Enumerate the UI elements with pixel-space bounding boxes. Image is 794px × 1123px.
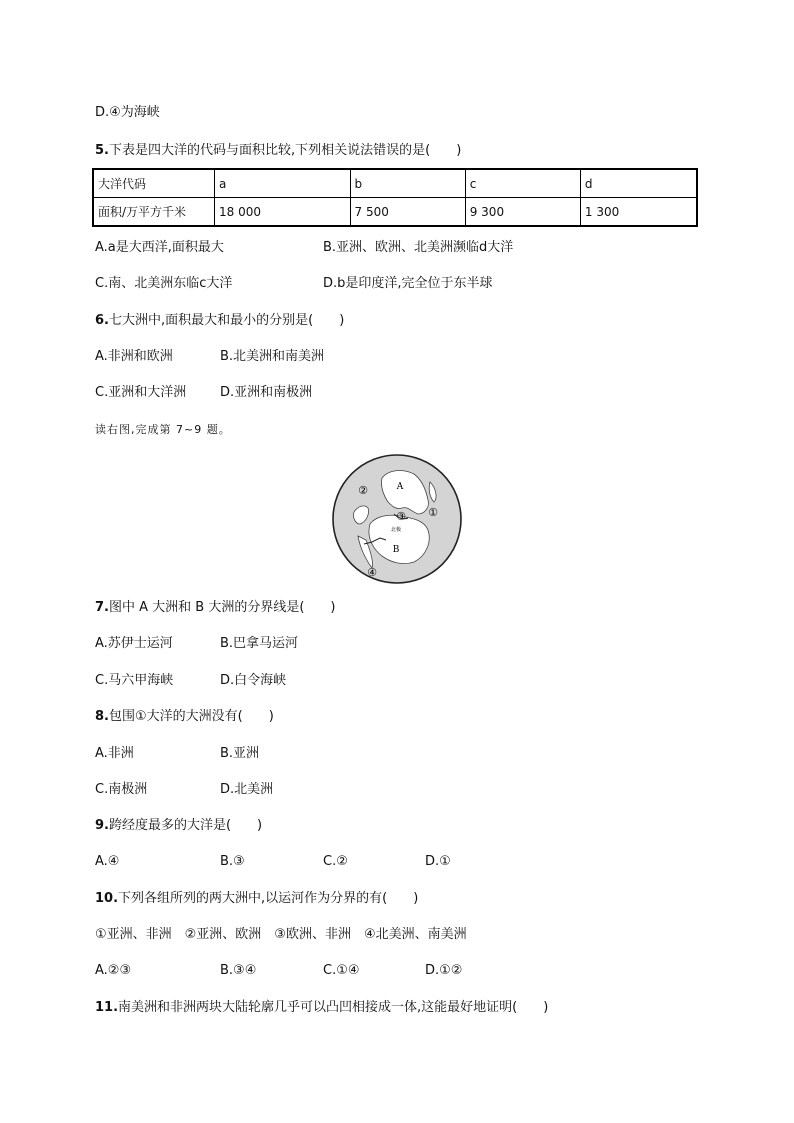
q10-option-c: C.①④ <box>323 963 360 978</box>
q6-option-c: C.亚洲和大洋洲 <box>95 385 187 400</box>
q10-option-d: D.①② <box>425 963 463 978</box>
q9-option-a: A.④ <box>95 854 120 869</box>
table-cell: 18 000 <box>215 198 351 227</box>
question-stem: 下表是四大洋的代码与面积比较,下列相关说法错误的是( ) <box>108 143 462 158</box>
map-label: B <box>392 545 400 555</box>
map-label: ④ <box>367 566 377 579</box>
table-cell: a <box>215 169 351 198</box>
q5-option-d: D.b是印度洋,完全位于东半球 <box>323 276 493 291</box>
question-stem: 包围①大洋的大洲没有( ) <box>108 709 274 724</box>
q4-option-d: D.④为海峡 <box>95 105 160 120</box>
q9-option-c: C.② <box>323 854 348 869</box>
q9-option-b: B.③ <box>220 854 245 869</box>
q8-option-b: B.亚洲 <box>220 746 260 761</box>
question-6 <box>95 312 344 330</box>
table-row <box>93 169 697 198</box>
q7-option-c: C.马六甲海峡 <box>95 673 174 688</box>
q8-option-c: C.南极洲 <box>95 782 148 797</box>
q5-option-c: C.南、北美洲东临c大洋 <box>95 276 233 291</box>
q6-option-b: B.北美洲和南美洲 <box>220 349 325 364</box>
question-9 <box>95 817 262 835</box>
question-number: 7. <box>95 600 109 615</box>
table-cell: 1 300 <box>580 198 697 227</box>
map-label: ② <box>358 484 368 497</box>
question-8 <box>95 708 274 726</box>
map-label: A <box>396 482 404 492</box>
q8-option-a: A.非洲 <box>95 746 134 761</box>
map-svg <box>330 452 464 586</box>
question-11 <box>95 999 548 1017</box>
map-label: ① <box>428 506 438 519</box>
table-row <box>93 198 697 227</box>
pole-label: 北极 <box>390 527 402 533</box>
table-cell: d <box>580 169 697 198</box>
question-number: 10. <box>95 891 119 906</box>
table-cell: 9 300 <box>465 198 580 227</box>
table-cell: 7 500 <box>350 198 465 227</box>
q7-option-a: A.苏伊士运河 <box>95 636 173 651</box>
question-7 <box>95 599 335 617</box>
question-stem: 下列各组所列的两大洲中,以运河作为分界的有( ) <box>118 891 419 906</box>
q6-option-a: A.非洲和欧洲 <box>95 349 173 364</box>
q10-option-a: A.②③ <box>95 963 132 978</box>
question-5 <box>95 142 461 160</box>
q9-option-d: D.① <box>425 854 451 869</box>
question-10 <box>95 890 418 908</box>
q8-option-d: D.北美洲 <box>220 782 274 797</box>
question-number: 6. <box>95 313 109 328</box>
q5-option-b: B.亚洲、欧洲、北美洲濒临d大洋 <box>323 240 514 255</box>
question-stem: 跨经度最多的大洋是( ) <box>108 818 263 833</box>
q7-option-b: B.巴拿马运河 <box>220 636 299 651</box>
q7-option-d: D.白令海峡 <box>220 673 287 688</box>
table-cell: b <box>350 169 465 198</box>
question-stem: 七大洲中,面积最大和最小的分别是( ) <box>108 313 345 328</box>
table-cell: 面积/万平方千米 <box>93 198 215 227</box>
q6-option-d: D.亚洲和南极洲 <box>220 385 313 400</box>
reading-instruction: 读右图,完成第 7~9 题。 <box>95 423 231 436</box>
table-cell: c <box>465 169 580 198</box>
question-number: 11. <box>95 1000 119 1015</box>
q10-choices: ①亚洲、非洲 ②亚洲、欧洲 ③欧洲、非洲 ④北美洲、南美洲 <box>95 927 467 942</box>
question-stem: 图中 A 大洲和 B 大洲的分界线是( ) <box>108 600 336 615</box>
question-number: 5. <box>95 143 109 158</box>
ocean-area-table <box>92 168 698 227</box>
question-number: 8. <box>95 709 109 724</box>
question-number: 9. <box>95 818 109 833</box>
table-cell: 大洋代码 <box>93 169 215 198</box>
question-stem: 南美洲和非洲两块大陆轮廓几乎可以凸凹相接成一体,这能最好地证明( ) <box>118 1000 549 1015</box>
q10-option-b: B.③④ <box>220 963 257 978</box>
map-label: ③ <box>396 510 406 523</box>
q5-option-a: A.a是大西洋,面积最大 <box>95 240 224 255</box>
polar-world-map <box>330 452 464 586</box>
